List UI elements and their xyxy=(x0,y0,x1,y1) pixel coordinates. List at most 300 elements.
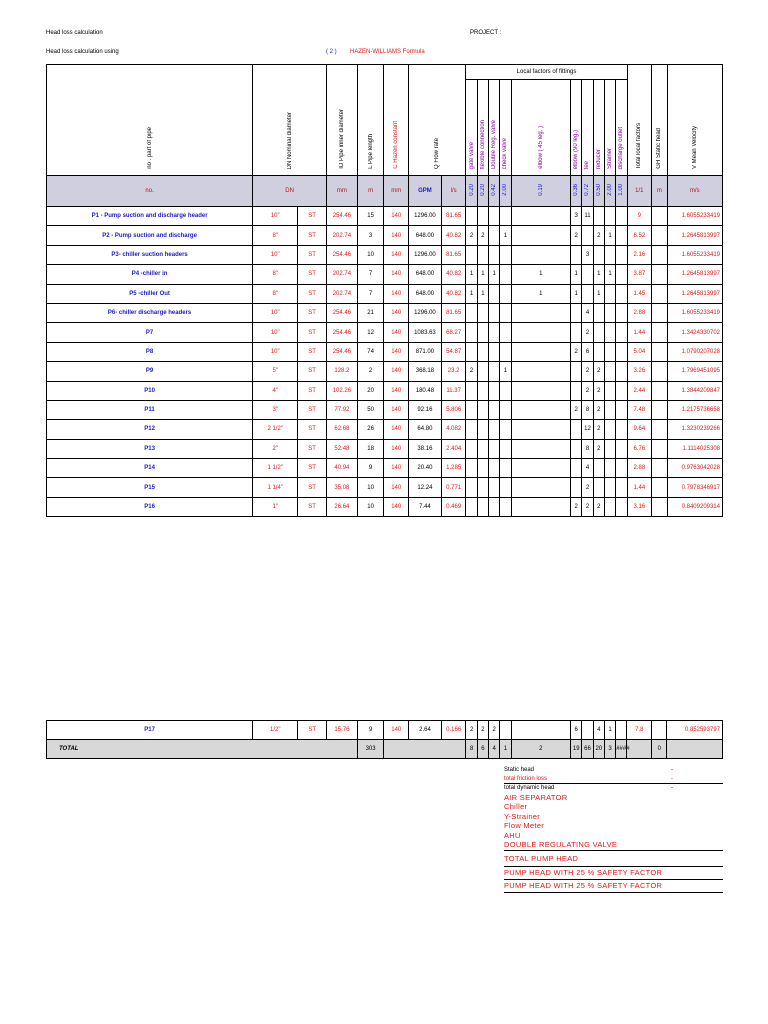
fitting-count xyxy=(500,303,511,322)
pipe-length: 3 xyxy=(357,226,384,245)
total-static-head: 0 xyxy=(652,740,667,759)
total-row xyxy=(47,740,723,759)
total-local-factor: 2.88 xyxy=(627,303,652,322)
total-local-factor: 9 xyxy=(627,207,652,226)
col-hazen: C Hazen constant xyxy=(393,121,400,169)
flow-gpm: 12.24 xyxy=(409,478,442,497)
pipe-name: P13 xyxy=(47,439,253,458)
summary-item: Y-Strainer xyxy=(504,811,541,821)
fitting-count: 2 xyxy=(593,362,604,381)
mean-velocity: 1.7969451095 xyxy=(667,362,722,381)
fitting-count: 1 xyxy=(511,284,570,303)
fitting-count: 2 xyxy=(593,420,604,439)
fitting-flexible-connection: flexible connection xyxy=(479,119,486,169)
mean-velocity: 1.1114025308 xyxy=(667,439,722,458)
nominal-diameter: 8" xyxy=(253,265,298,284)
fitting-elbow-90: elbow (90 leg.) xyxy=(573,129,580,169)
pump-head-summary xyxy=(504,766,723,893)
fitting-count xyxy=(604,439,615,458)
pipe-material: ST xyxy=(298,303,327,322)
mean-velocity: 1.3424330702 xyxy=(667,323,722,342)
fitting-count: 2 xyxy=(582,323,593,342)
summary-item: Flow Meter xyxy=(504,821,545,830)
blank-cell xyxy=(667,740,723,759)
flow-ls: 2.404 xyxy=(441,439,466,458)
pipe-material: ST xyxy=(298,323,327,342)
pipe-material: ST xyxy=(298,497,327,516)
fitting-count xyxy=(466,245,477,264)
unit-total-local: 1/1 xyxy=(627,176,652,207)
fitting-count: 2 xyxy=(489,721,500,740)
hazen-constant: 140 xyxy=(384,721,409,740)
nominal-diameter: 3" xyxy=(253,400,298,419)
table-row xyxy=(47,342,723,361)
fitting-count: 1 xyxy=(466,265,477,284)
inner-diameter: 202.74 xyxy=(327,284,358,303)
factor-value: 0.19 xyxy=(537,184,544,196)
flow-ls: 0.771 xyxy=(441,478,466,497)
total-local-factor: 2.16 xyxy=(627,245,652,264)
fitting-count xyxy=(500,381,511,400)
fitting-count xyxy=(616,342,627,361)
pump-head-safety-2: PUMP HEAD WITH 25 % SAFETY FACTOR xyxy=(504,880,723,893)
total-pump-head: TOTAL PUMP HEAD xyxy=(504,851,723,867)
pipe-length: 20 xyxy=(357,381,384,400)
pipe-material: ST xyxy=(298,342,327,361)
fitting-count xyxy=(466,439,477,458)
flow-gpm: 64.80 xyxy=(409,420,442,439)
table-row xyxy=(47,459,723,478)
fitting-count xyxy=(571,245,582,264)
fitting-count: 2 xyxy=(466,362,477,381)
fitting-count xyxy=(616,439,627,458)
static-head xyxy=(652,323,667,342)
fitting-count xyxy=(466,459,477,478)
fitting-count: 2 xyxy=(466,721,477,740)
inner-diameter: 52.48 xyxy=(327,439,358,458)
fitting-count xyxy=(511,459,570,478)
hazen-constant: 140 xyxy=(384,459,409,478)
fitting-count xyxy=(616,265,627,284)
total-local-factor: 6.76 xyxy=(627,439,652,458)
flow-ls: 1.285 xyxy=(441,459,466,478)
fitting-count: 1 xyxy=(604,226,615,245)
pipe-length: 15 xyxy=(357,207,384,226)
fitting-count: 8 xyxy=(582,400,593,419)
fitting-count xyxy=(477,439,488,458)
local-factors-group: Local factors of fittings xyxy=(466,65,627,80)
nominal-diameter: 1 1/4" xyxy=(253,478,298,497)
fitting-count xyxy=(477,342,488,361)
fitting-count xyxy=(489,284,500,303)
fitting-count: 11 xyxy=(582,207,593,226)
pipe-material: ST xyxy=(298,478,327,497)
pipe-length: 9 xyxy=(357,721,384,740)
nominal-diameter: 10" xyxy=(253,245,298,264)
fitting-count: 1 xyxy=(593,265,604,284)
static-head xyxy=(652,284,667,303)
fitting-count xyxy=(511,478,570,497)
fitting-count xyxy=(500,323,511,342)
fitting-count xyxy=(500,284,511,303)
fitting-count xyxy=(616,226,627,245)
fitting-count xyxy=(571,323,582,342)
inner-diameter: 254.46 xyxy=(327,342,358,361)
summary-item: AHU xyxy=(504,830,521,840)
pipe-name: P6- chiller discharge headers xyxy=(47,303,253,322)
fitting-count xyxy=(582,226,593,245)
pipe-material: ST xyxy=(298,362,327,381)
total-fitting-count: 6 xyxy=(477,740,488,759)
pipe-name: P1 - Pump suction and discharge header xyxy=(47,207,253,226)
nominal-diameter: 10" xyxy=(253,323,298,342)
table-row xyxy=(47,207,723,226)
total-fitting-count: 2 xyxy=(511,740,570,759)
flow-gpm: 648.00 xyxy=(409,265,442,284)
pipe-length: 2 xyxy=(357,362,384,381)
static-head xyxy=(652,420,667,439)
total-friction-line xyxy=(504,775,723,784)
fitting-count xyxy=(604,459,615,478)
nominal-diameter: 10" xyxy=(253,342,298,361)
pipe-length: 7 xyxy=(357,265,384,284)
total-fitting-count: 1 xyxy=(500,740,511,759)
pipe-name: P8 xyxy=(47,342,253,361)
flow-gpm: 38.16 xyxy=(409,439,442,458)
hazen-constant: 140 xyxy=(384,381,409,400)
fitting-count: 2 xyxy=(593,497,604,516)
total-length: 303 xyxy=(357,740,384,759)
factor-value: 0.72 xyxy=(584,184,591,196)
flow-ls: 54.87 xyxy=(441,342,466,361)
fitting-count xyxy=(477,400,488,419)
total-friction-label: total friction loss xyxy=(504,775,548,782)
static-head xyxy=(652,459,667,478)
nominal-diameter: 8" xyxy=(253,226,298,245)
flow-ls: 40.82 xyxy=(441,265,466,284)
pipe-length: 74 xyxy=(357,342,384,361)
fitting-count xyxy=(477,245,488,264)
fitting-count xyxy=(489,478,500,497)
pipe-material: ST xyxy=(298,226,327,245)
flow-ls: 11.37 xyxy=(441,381,466,400)
total-fitting-count: 8 xyxy=(466,740,477,759)
fitting-count xyxy=(477,381,488,400)
fitting-check-valve: check valve xyxy=(502,137,509,169)
fitting-count: 2 xyxy=(582,497,593,516)
fitting-count: 1 xyxy=(489,265,500,284)
pipe-name: P5 -chiller Out xyxy=(47,284,253,303)
fitting-count xyxy=(489,420,500,439)
col-flow: Q Flow rate xyxy=(434,137,441,169)
fitting-count: 4 xyxy=(582,459,593,478)
pipe-material: ST xyxy=(298,245,327,264)
pipe-name: P12 xyxy=(47,420,253,439)
bottom-table xyxy=(46,720,723,759)
fitting-count xyxy=(500,400,511,419)
head-loss-table xyxy=(46,64,723,517)
fitting-count xyxy=(477,323,488,342)
fitting-count xyxy=(616,362,627,381)
fitting-count xyxy=(489,303,500,322)
hazen-constant: 140 xyxy=(384,478,409,497)
fitting-count: 2 xyxy=(571,226,582,245)
table-row xyxy=(47,284,723,303)
fitting-count xyxy=(466,381,477,400)
fitting-count: 1 xyxy=(477,284,488,303)
nominal-diameter: 8" xyxy=(253,284,298,303)
fitting-count xyxy=(477,497,488,516)
inner-diameter: 35.08 xyxy=(327,478,358,497)
fitting-count xyxy=(511,207,570,226)
fitting-count xyxy=(500,478,511,497)
pipe-length: 50 xyxy=(357,400,384,419)
fitting-count xyxy=(604,207,615,226)
pipe-length: 10 xyxy=(357,497,384,516)
fitting-count xyxy=(582,265,593,284)
static-head-line xyxy=(504,766,723,775)
inner-diameter: 62.68 xyxy=(327,420,358,439)
flow-gpm: 1296.00 xyxy=(409,207,442,226)
unit-ls: l/s xyxy=(441,176,466,207)
unit-no: no. xyxy=(47,176,253,207)
flow-gpm: 20.40 xyxy=(409,459,442,478)
nominal-diameter: 5" xyxy=(253,362,298,381)
fitting-count: 2 xyxy=(593,439,604,458)
flow-ls: 0.166 xyxy=(441,721,466,740)
fitting-count xyxy=(604,245,615,264)
total-local-factor: 3.26 xyxy=(627,362,652,381)
table-row xyxy=(47,265,723,284)
mean-velocity: 0.852593797 xyxy=(667,721,723,740)
mean-velocity: 1.6055233419 xyxy=(667,303,722,322)
fitting-count xyxy=(604,362,615,381)
fitting-count: 1 xyxy=(604,721,615,740)
fitting-count xyxy=(616,207,627,226)
fitting-count xyxy=(500,207,511,226)
nominal-diameter: 1" xyxy=(253,497,298,516)
mean-velocity: 1.2175736658 xyxy=(667,400,722,419)
flow-ls: 81.65 xyxy=(441,245,466,264)
pipe-material: ST xyxy=(298,284,327,303)
col-static: GH Static head xyxy=(656,128,663,169)
pipe-name: P7 xyxy=(47,323,253,342)
fitting-count xyxy=(604,381,615,400)
total-dynamic-value: - xyxy=(671,785,673,791)
static-head xyxy=(652,265,667,284)
total-local-factor: 2.88 xyxy=(627,459,652,478)
unit-dn: DN xyxy=(253,176,327,207)
fitting-count xyxy=(616,400,627,419)
method-name: HAZEN-WILLIAMS Formula xyxy=(350,49,425,55)
summary-item: AIR SEPARATOR xyxy=(504,792,568,802)
fitting-count xyxy=(466,303,477,322)
nominal-diameter: 4" xyxy=(253,381,298,400)
table-row xyxy=(47,439,723,458)
pipe-length: 18 xyxy=(357,439,384,458)
fitting-count xyxy=(593,207,604,226)
fitting-strainer: Strainer xyxy=(607,147,614,169)
fitting-count xyxy=(500,439,511,458)
table-row xyxy=(47,420,723,439)
pipe-name: P16 xyxy=(47,497,253,516)
flow-gpm: 871.00 xyxy=(409,342,442,361)
hazen-constant: 140 xyxy=(384,207,409,226)
fitting-count xyxy=(593,245,604,264)
fitting-count xyxy=(489,323,500,342)
fitting-count: 3 xyxy=(571,207,582,226)
pipe-name: P15 xyxy=(47,478,253,497)
inner-diameter: 26.64 xyxy=(327,497,358,516)
flow-ls: 40.82 xyxy=(441,284,466,303)
fitting-count: 1 xyxy=(500,226,511,245)
fitting-count xyxy=(616,245,627,264)
col-id: ID Pipe inner diameter xyxy=(338,109,345,169)
pipe-length: 12 xyxy=(357,323,384,342)
fitting-count: 1 xyxy=(571,284,582,303)
unit-length: m xyxy=(357,176,384,207)
fitting-count: 1 xyxy=(477,265,488,284)
total-fitting-count: 19 xyxy=(571,740,582,759)
total-local-factor: 6.52 xyxy=(627,226,652,245)
fitting-count xyxy=(477,478,488,497)
fitting-count: 8 xyxy=(582,439,593,458)
fitting-count: 2 xyxy=(571,400,582,419)
fitting-count xyxy=(571,439,582,458)
fitting-count xyxy=(489,207,500,226)
fitting-count xyxy=(616,497,627,516)
hazen-constant: 140 xyxy=(384,420,409,439)
static-head xyxy=(652,381,667,400)
factor-value: 0.20 xyxy=(479,184,486,196)
hazen-constant: 140 xyxy=(384,265,409,284)
flow-ls: 68.27 xyxy=(441,323,466,342)
fitting-count xyxy=(616,478,627,497)
project-label: PROJECT : xyxy=(470,30,502,36)
fitting-count: 1 xyxy=(604,265,615,284)
flow-ls: 81.65 xyxy=(441,207,466,226)
nominal-diameter: 2" xyxy=(253,439,298,458)
flow-gpm: 648.00 xyxy=(409,226,442,245)
fitting-count xyxy=(604,400,615,419)
blank-cell xyxy=(384,740,466,759)
fitting-count: 2 xyxy=(582,362,593,381)
flow-gpm: 92.16 xyxy=(409,400,442,419)
fitting-count xyxy=(500,265,511,284)
hazen-constant: 140 xyxy=(384,284,409,303)
fitting-count xyxy=(500,342,511,361)
summary-item: Chiller xyxy=(504,802,528,811)
total-dynamic-line xyxy=(504,783,723,793)
total-dynamic-label: total dynamic head xyxy=(504,785,555,791)
pipe-material: ST xyxy=(298,381,327,400)
fitting-count xyxy=(500,721,511,740)
nominal-diameter: 2 1/2" xyxy=(253,420,298,439)
table-row xyxy=(47,381,723,400)
total-local-factor: 3.87 xyxy=(627,265,652,284)
fitting-count: 2 xyxy=(593,400,604,419)
hazen-constant: 140 xyxy=(384,323,409,342)
mean-velocity: 0.7978346917 xyxy=(667,478,722,497)
col-length: L Pipe length xyxy=(367,134,374,169)
fitting-discharge-outlet: discharge outlet xyxy=(618,126,625,169)
nominal-diameter: 1 1/2" xyxy=(253,459,298,478)
page-title: Head loss calculation xyxy=(46,30,103,36)
table-row xyxy=(47,303,723,322)
unit-c: mm xyxy=(384,176,409,207)
page-subtitle: Head loss calculation using xyxy=(46,49,119,55)
fitting-count xyxy=(511,420,570,439)
total-local-factor: 9.64 xyxy=(627,420,652,439)
static-head xyxy=(652,303,667,322)
fitting-gate-valve: gate valve xyxy=(468,141,475,169)
total-local-factor: 5.04 xyxy=(627,342,652,361)
total-local-factor: 1.44 xyxy=(627,323,652,342)
pipe-name: P3- chiller suction headers xyxy=(47,245,253,264)
units-row xyxy=(47,176,723,207)
table-row xyxy=(47,721,723,740)
table-row xyxy=(47,478,723,497)
fitting-count xyxy=(571,478,582,497)
fitting-count xyxy=(489,459,500,478)
fitting-count xyxy=(500,497,511,516)
factor-value: 2.00 xyxy=(607,184,614,196)
fitting-count: 2 xyxy=(477,226,488,245)
fitting-count xyxy=(616,459,627,478)
fitting-count xyxy=(477,362,488,381)
table-row xyxy=(47,497,723,516)
fitting-count xyxy=(511,303,570,322)
fitting-reducer: reducer xyxy=(595,148,602,169)
fitting-count xyxy=(489,400,500,419)
inner-diameter: 128.2 xyxy=(327,362,358,381)
fitting-count xyxy=(616,323,627,342)
factor-value: 0.50 xyxy=(595,184,602,196)
fitting-count xyxy=(604,323,615,342)
fitting-count: 4 xyxy=(582,303,593,322)
fitting-count xyxy=(466,497,477,516)
fitting-count xyxy=(489,497,500,516)
hazen-constant: 140 xyxy=(384,400,409,419)
static-head xyxy=(652,342,667,361)
fitting-count xyxy=(604,420,615,439)
flow-ls: 81.65 xyxy=(441,303,466,322)
fitting-count xyxy=(466,207,477,226)
static-head xyxy=(652,721,667,740)
table-row xyxy=(47,400,723,419)
fitting-count xyxy=(489,245,500,264)
mean-velocity: 1.3230239266 xyxy=(667,420,722,439)
total-friction-value: - xyxy=(671,775,673,782)
flow-ls: 0.469 xyxy=(441,497,466,516)
pipe-name: P2 - Pump suction and discharge xyxy=(47,226,253,245)
fitting-count xyxy=(593,323,604,342)
hazen-constant: 140 xyxy=(384,245,409,264)
inner-diameter: 102.26 xyxy=(327,381,358,400)
summary-item: DOUBLE REGULATING VALVE xyxy=(504,840,723,851)
pipe-length: 21 xyxy=(357,303,384,322)
unit-static: m xyxy=(652,176,667,207)
fitting-count xyxy=(604,478,615,497)
fitting-count xyxy=(466,323,477,342)
fitting-count xyxy=(616,381,627,400)
pipe-name: P11 xyxy=(47,400,253,419)
inner-diameter: 254.46 xyxy=(327,207,358,226)
pipe-name: P10 xyxy=(47,381,253,400)
pipe-length: 26 xyxy=(357,420,384,439)
static-head xyxy=(652,497,667,516)
pipe-name: P9 xyxy=(47,362,253,381)
